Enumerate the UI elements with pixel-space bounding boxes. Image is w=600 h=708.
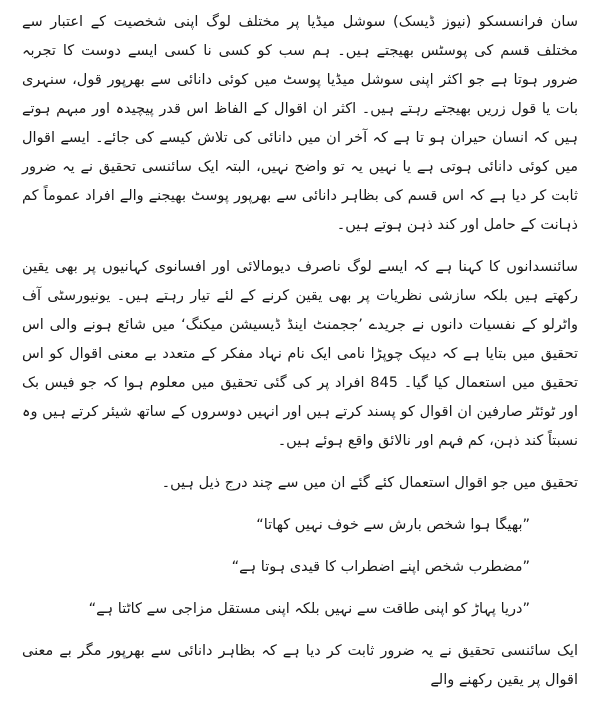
quote-anxious-person: ”مضطرب شخص اپنے اضطراب کا قیدی ہوتا ہے“: [231, 559, 530, 575]
paragraph-quotes-intro: تحقیق میں جو اقوال استعمال کئے گئے ان میں سے چند درج ذیل ہیں۔: [161, 475, 578, 491]
quote-river-mountain: ”دریا پہاڑ کو اپنی طاقت سے نہیں بلکہ اپنی مستقل مزاجی سے کاٹتا ہے“: [88, 601, 530, 617]
paragraph-research: سائنسدانوں کا کہنا ہے کہ ایسے لوگ ناصرف دیومالائی اور افسانوی کہانیوں پر بھی یقین رکھتے ہیں بلکہ سازشی نظریات پر بھی یقین کرنے کے لئے تیار رہتے ہیں۔ یونیورسٹی آف واٹرلو کے نفسیات دانوں نے جریدے ’ججمنٹ اینڈ ڈیسیشن میکنگ‘ میں شائع ہونے والی اس تحقیق میں بتایا ہے کہ دیپک چوپڑا نامی ایک نام نہاد مفکر کے متعدد بے معنی اقوال کو اس تحقیق میں استعمال کیا گیا۔ 845 افراد پر کی گئی تحقیق میں معلوم ہوا کہ جو فیس بک اور ٹوئٹر صارفین ان اقوال کو پسند کرتے ہیں اور انہیں دوسروں کے ساتھ شیئر کرتے ہیں وہ نسبتاً کند ذہن، کم فہم اور نالائق واقع ہوئے ہیں۔: [22, 259, 578, 449]
quote-wet-person: ”بھیگا ہوا شخص بارش سے خوف نہیں کھاتا“: [256, 517, 530, 533]
paragraph-closing: ایک سائنسی تحقیق نے یہ ضرور ثابت کر دیا ہے کہ بظاہر دانائی سے بھرپور مگر بے معنی اقوال پر یقین رکھنے والے: [22, 643, 578, 688]
paragraph-intro: سان فرانسسکو (نیوز ڈیسک) سوشل میڈیا پر مختلف لوگ اپنی شخصیت کے اعتبار سے مختلف قسم کی پوسٹس بھیجتے ہیں۔ ہم سب کو کسی نا کسی ایسے دوست کا تجربہ ضرور ہوتا ہے جو اکثر اپنی سوشل میڈیا پوسٹ میں کوئی دانائی سے بھرپور قول، سنہری بات یا قول زریں بھیجتے رہتے ہیں۔ اکثر ان اقوال کے الفاظ اس قدر پیچیدہ اور مبہم ہوتے ہیں کہ انسان حیران ہو تا ہے کہ آخر ان میں دانائی کی تلاش کیسے کی جائے۔ ایسے اقوال میں کوئی دانائی ہوتی ہے یا نہیں یہ تو واضح نہیں، البتہ ایک سائنسی تحقیق نے یہ ضرور ثابت کر دیا ہے کہ اس قسم کی بظاہر دانائی سے بھرپور پوسٹ بھیجنے والے افراد عموماً کم ذہانت کے حامل اور کند ذہن ہوتے ہیں۔: [22, 14, 578, 233]
article-body: [22, 8, 578, 708]
